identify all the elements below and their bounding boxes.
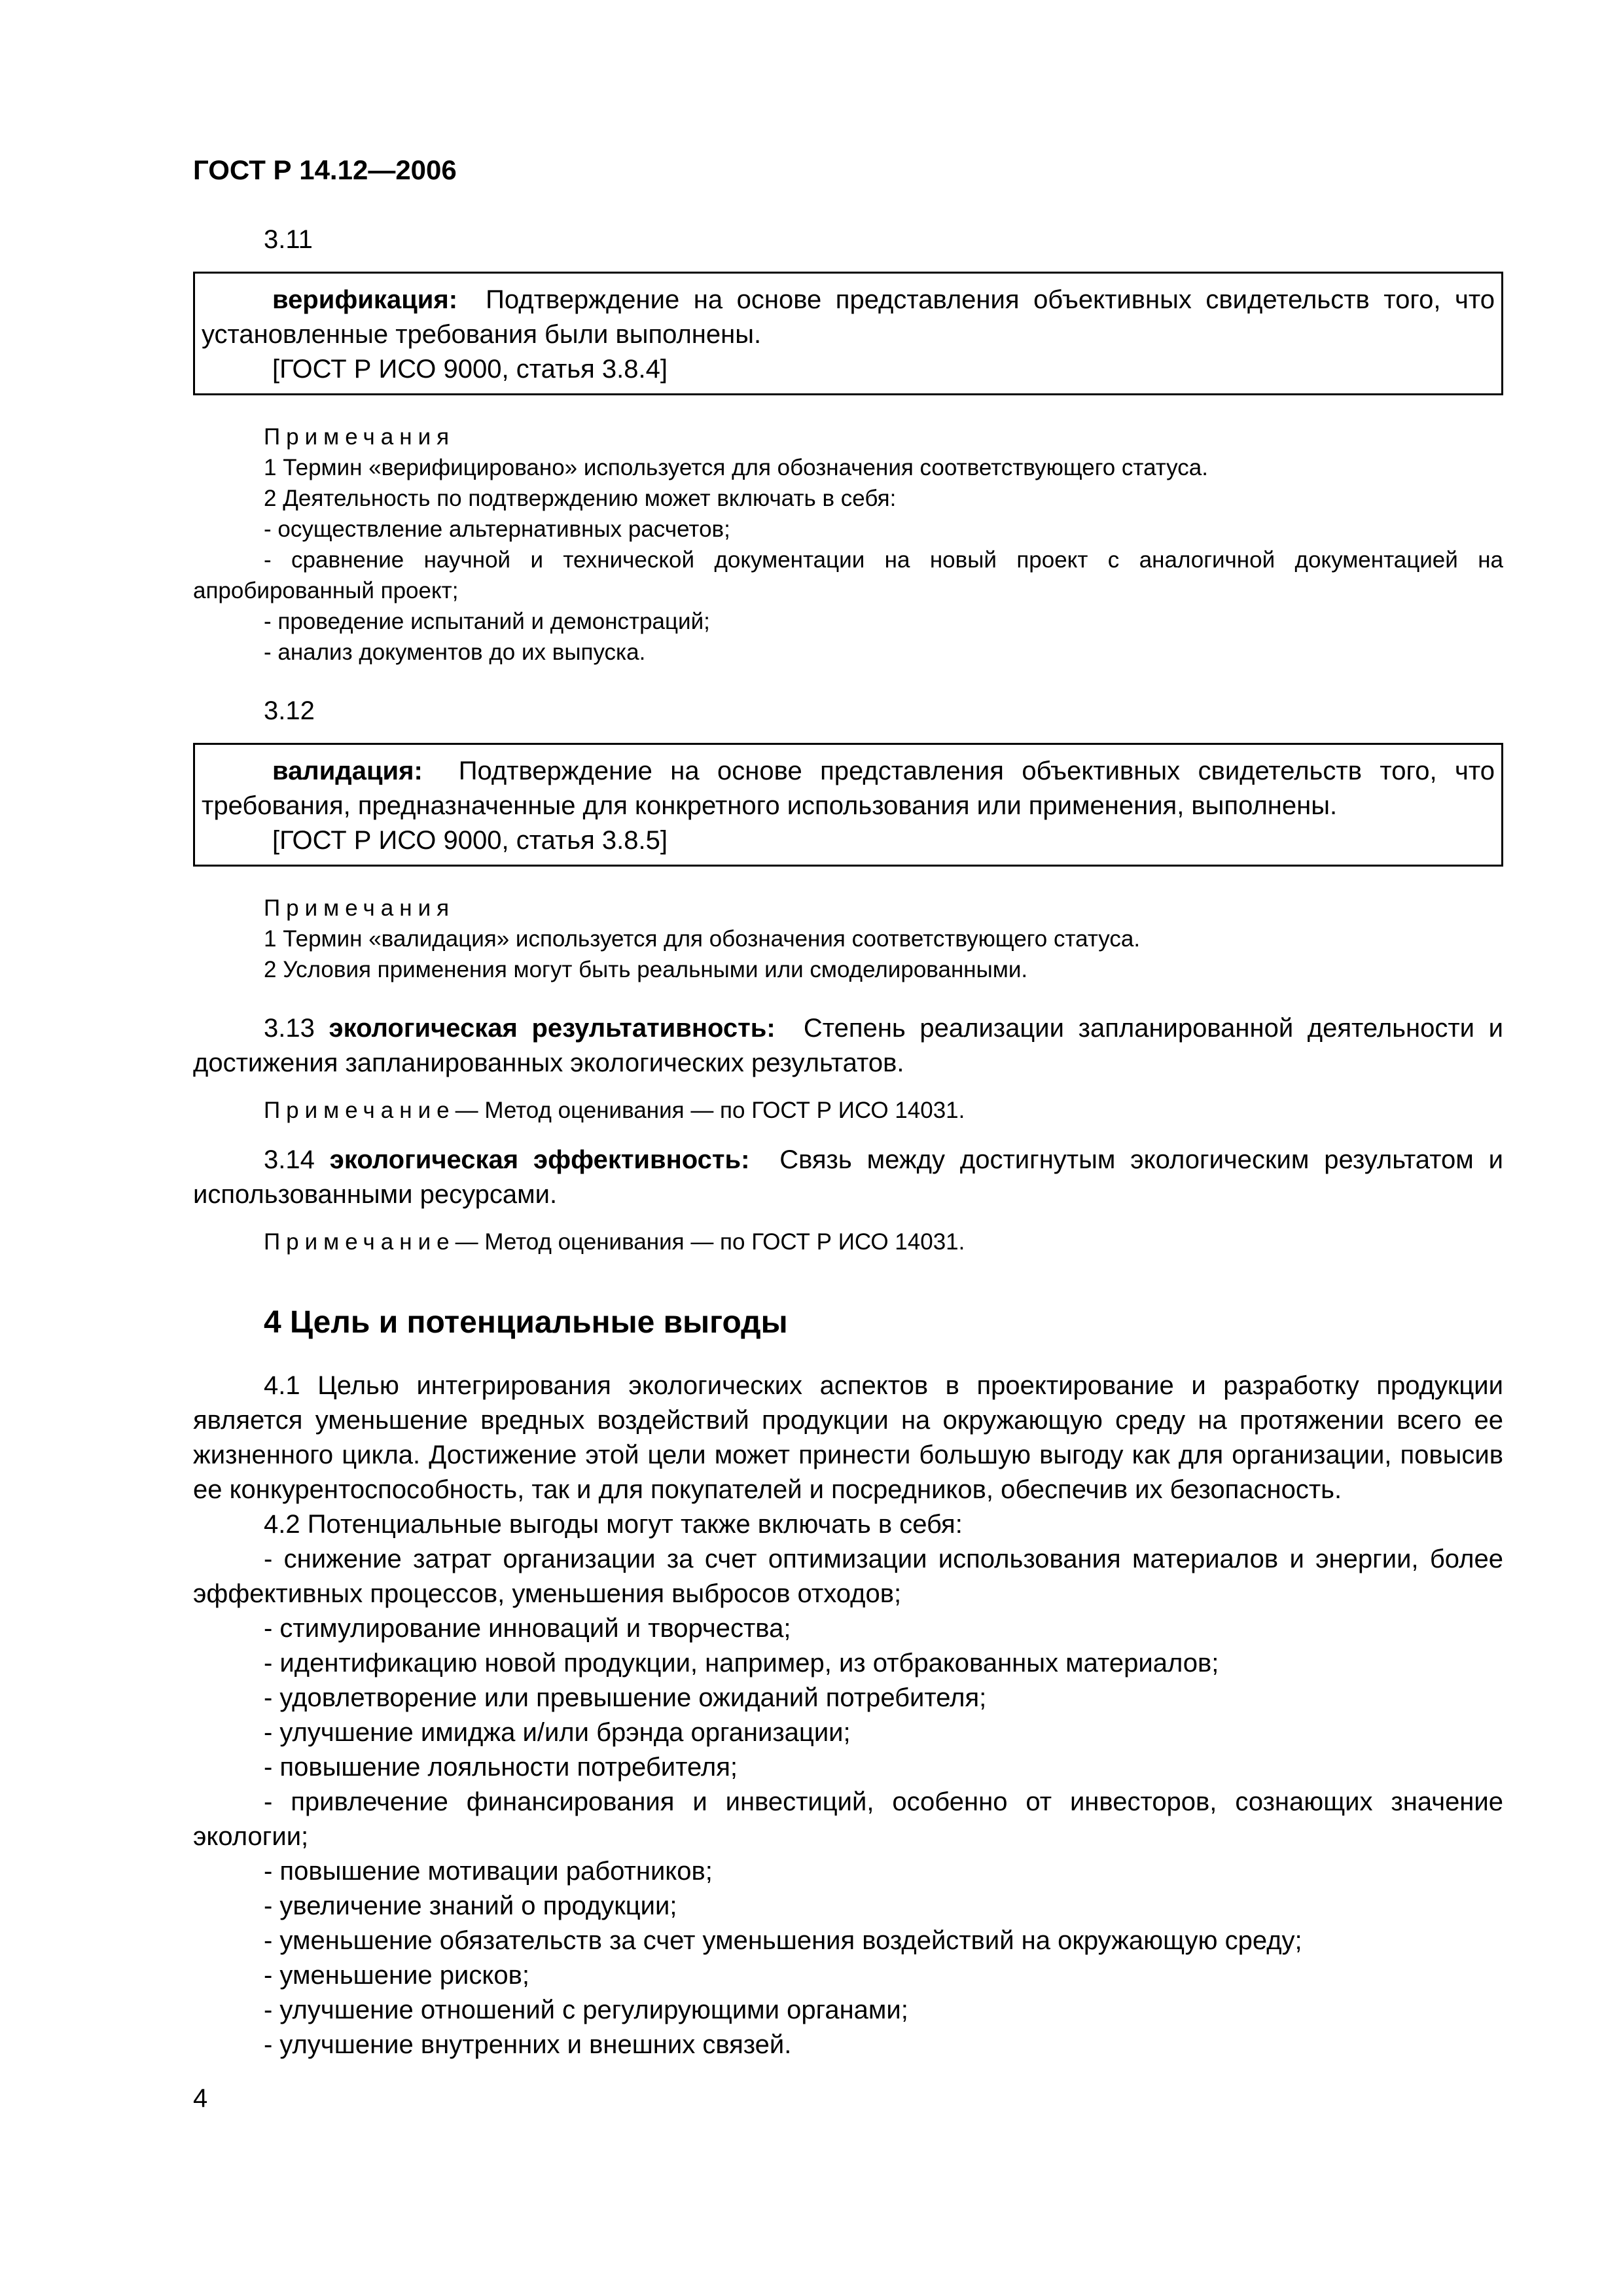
clause-3-14 — [193, 1143, 1503, 1212]
definition-source: [ГОСТ Р ИСО 9000, статья 3.8.5] — [272, 826, 668, 855]
note-item: 1 Термин «верифицировано» используется для обозначения соответствующего статуса. — [264, 455, 1208, 480]
list-item: - удовлетворение или превышение ожиданий потребителя; — [264, 1683, 987, 1712]
note-item: - анализ документов до их выпуска. — [264, 639, 646, 665]
definition-environmental-performance: Степень реализации запланированной деятельности и достижения запланированных экологических результатов. — [193, 1014, 1503, 1077]
definition-box-validation — [193, 743, 1503, 867]
definition-environmental-efficiency: Связь между достигнутым экологическим результатом и использованными ресурсами. — [193, 1145, 1503, 1209]
definition-source: [ГОСТ Р ИСО 9000, статья 3.8.4] — [272, 355, 668, 384]
list-item: - повышение мотивации работников; — [264, 1857, 713, 1886]
list-item: - улучшение отношений с регулирующими органами; — [264, 1996, 908, 2024]
definition-text — [202, 754, 1495, 823]
note-item: 2 Условия применения могут быть реальными или смоделированными. — [264, 957, 1028, 982]
notes-3-11 — [193, 422, 1503, 668]
page-number: 4 — [193, 2084, 208, 2113]
clause-number-3-12: 3.12 — [264, 696, 315, 725]
clause-number-3-11: 3.11 — [264, 225, 313, 254]
note-item: - осуществление альтернативных расчетов; — [264, 516, 730, 542]
list-item: - улучшение имиджа и/или брэнда организации; — [264, 1718, 851, 1747]
clause-3-13 — [193, 1011, 1503, 1081]
list-item: - стимулирование инноваций и творчества; — [264, 1614, 791, 1643]
standard-code: ГОСТ Р 14.12—2006 — [193, 154, 457, 185]
page-content — [193, 223, 1503, 2062]
definition-validation: Подтверждение на основе представления объективных свидетельств того, что требования, предназначенные для конкретного использования или применения, выполнены. — [202, 757, 1495, 820]
list-item: - повышение лояльности потребителя; — [264, 1753, 738, 1782]
note-label: Примечание — [264, 1098, 455, 1123]
term-verification: верификация: — [272, 285, 458, 314]
list-item: - уменьшение рисков; — [264, 1961, 529, 1990]
list-item: - идентификацию новой продукции, например, из отбракованных материалов; — [264, 1649, 1219, 1677]
note-label: Примечание — [264, 1229, 455, 1255]
note-text: — Метод оценивания — по ГОСТ Р ИСО 14031. — [455, 1098, 965, 1123]
definition-box-verification — [193, 272, 1503, 395]
notes-heading: Примечания — [264, 895, 455, 921]
term-validation: валидация: — [272, 757, 423, 785]
note-item: 1 Термин «валидация» используется для обозначения соответствующего статуса. — [264, 926, 1141, 952]
benefits-list — [193, 1542, 1503, 2062]
notes-heading: Примечания — [264, 424, 455, 450]
clause-number: 3.13 — [264, 1014, 315, 1043]
list-item: - привлечение финансирования и инвестиций, особенно от инвесторов, сознающих значение экологии; — [193, 1787, 1503, 1851]
definition-text — [202, 283, 1495, 352]
definition-verification: Подтверждение на основе представления объективных свидетельств того, что установленные требования были выполнены. — [202, 285, 1495, 349]
term-environmental-performance: экологическая результативность: — [329, 1014, 776, 1043]
note-item: - сравнение научной и технической документации на новый проект с аналогичной документацией на апробированный проект; — [193, 547, 1503, 603]
list-item: - снижение затрат организации за счет оптимизации использования материалов и энергии, более эффективных процессов, уменьшения выбросов отходов; — [193, 1545, 1503, 1608]
paragraph-4-2: 4.2 Потенциальные выгоды могут также включать в себя: — [264, 1510, 963, 1539]
note-3-14 — [193, 1227, 1503, 1257]
note-item: - проведение испытаний и демонстраций; — [264, 609, 710, 634]
note-text: — Метод оценивания — по ГОСТ Р ИСО 14031. — [455, 1229, 965, 1255]
clause-number: 3.14 — [264, 1145, 315, 1174]
note-3-13 — [193, 1095, 1503, 1126]
notes-3-12 — [193, 893, 1503, 985]
section-heading-4: 4 Цель и потенциальные выгоды — [264, 1305, 788, 1340]
list-item: - увеличение знаний о продукции; — [264, 1892, 677, 1920]
note-item: 2 Деятельность по подтверждению может включать в себя: — [264, 486, 897, 511]
list-item: - уменьшение обязательств за счет уменьшения воздействий на окружающую среду; — [264, 1926, 1302, 1955]
list-item: - улучшение внутренних и внешних связей. — [264, 2030, 792, 2059]
term-environmental-efficiency: экологическая эффективность: — [329, 1145, 750, 1174]
paragraph-4-1: 4.1 Целью интегрирования экологических аспектов в проектирование и разработку продукции является уменьшение вредных воздействий продукции на окружающую среду на протяжении всего ее жизненного цикла. Достижение этой цели может принести большую выгоду как для организации, повысив ее конкурентоспособность, так и для покупателей и посредников, обеспечив их безопасность. — [193, 1371, 1503, 1504]
